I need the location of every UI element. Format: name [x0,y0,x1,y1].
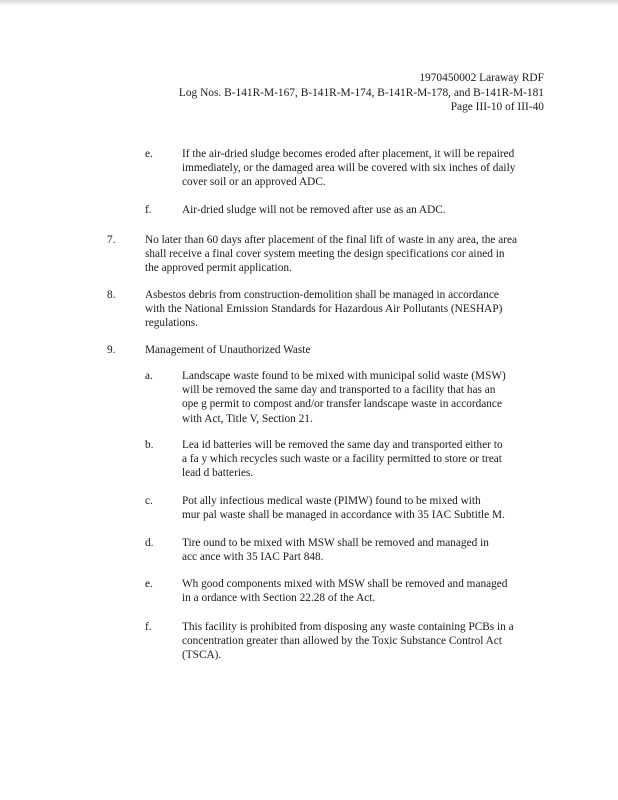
text-line: acc ance with 35 IAC Part 848. [182,551,324,564]
text-line: in a ordance with Section 22.28 of the Act. [182,592,376,605]
scan-edge [0,0,618,6]
item-text [145,288,545,331]
text-line: Pot ally infectious medical waste (PIMW) found to be mixed with [182,495,481,507]
item-number: 8. [107,289,116,301]
text-line: Asbestos debris from construction-demolition shall be managed in accordance [145,289,499,301]
item-text [182,369,547,426]
text-line: shall receive a final cover system meeting the design specifications cor ained in [145,248,505,261]
item-number: 7. [107,234,116,246]
item-label: a. [145,370,153,382]
text-line: with the National Emission Standards for Hazardous Air Pollutants (NESHAP) [145,303,503,316]
header-log-line: Log Nos. B-141R-M-167, B-141R-M-174, B-141R-M-178, and B-141R-M-181 [178,86,544,99]
text-line: concentration greater than allowed by the Toxic Substance Control Act [182,635,502,648]
item-label: d. [145,537,154,549]
text-line: Landscape waste found to be mixed with municipal solid waste (MSW) [182,370,506,382]
text-line: with Act, Title V, Section 21. [182,412,313,425]
text-line: will be removed the same day and transported to a facility that has an [182,384,496,397]
item-text [145,233,545,276]
item-label: e. [145,578,153,590]
text-line: Lea id batteries will be removed the same day and transported either to [182,439,503,451]
header-page-line: Page III-10 of III-40 [450,101,544,113]
item-text [182,203,547,217]
item-label: e. [145,148,153,160]
item-text [145,343,545,357]
text-line: If the air-dried sludge becomes eroded after placement, it will be repaired [182,148,515,160]
item-label: b. [145,439,154,451]
item-label: c. [145,495,153,507]
text-line: the approved permit application. [145,262,292,275]
text-line: ope g permit to compost and/or transfer landscape waste in accordance [182,398,502,411]
text-line: Wh good components mixed with MSW shall be removed and managed [182,578,508,590]
text-line: mur pal waste shall be managed in accordance with 35 IAC Subtitle M. [182,509,505,522]
text-line: immediately, or the damaged area will be covered with six inches of daily [182,162,516,175]
page-header [179,71,544,115]
text-line: lead d batteries. [182,467,254,480]
text-line: No later than 60 days after placement of the final lift of waste in any area, the area [145,234,518,246]
text-line: a fa y which recycles such waste or a facility permitted to store or treat [182,453,502,466]
text-line: (TSCA). [182,649,222,662]
text-line: This facility is prohibited from disposing any waste containing PCBs in a [182,621,514,633]
item-label: f. [145,621,152,633]
item-label: f. [145,204,152,216]
item-text [182,494,547,522]
header-id-line: 1970450002 Laraway RDF [419,72,544,84]
item-text [182,147,547,190]
item-text [182,577,547,605]
item-text [182,536,547,564]
item-number: 9. [107,344,116,356]
section-heading: Management of Unauthorized Waste [145,344,311,356]
text-line: Air-dried sludge will not be removed after use as an ADC. [182,204,446,216]
item-text [182,438,547,481]
text-line: Tire ound to be mixed with MSW shall be removed and managed in [182,537,489,549]
text-line: regulations. [145,317,199,330]
item-text [182,620,547,663]
text-line: cover soil or an approved ADC. [182,176,326,189]
